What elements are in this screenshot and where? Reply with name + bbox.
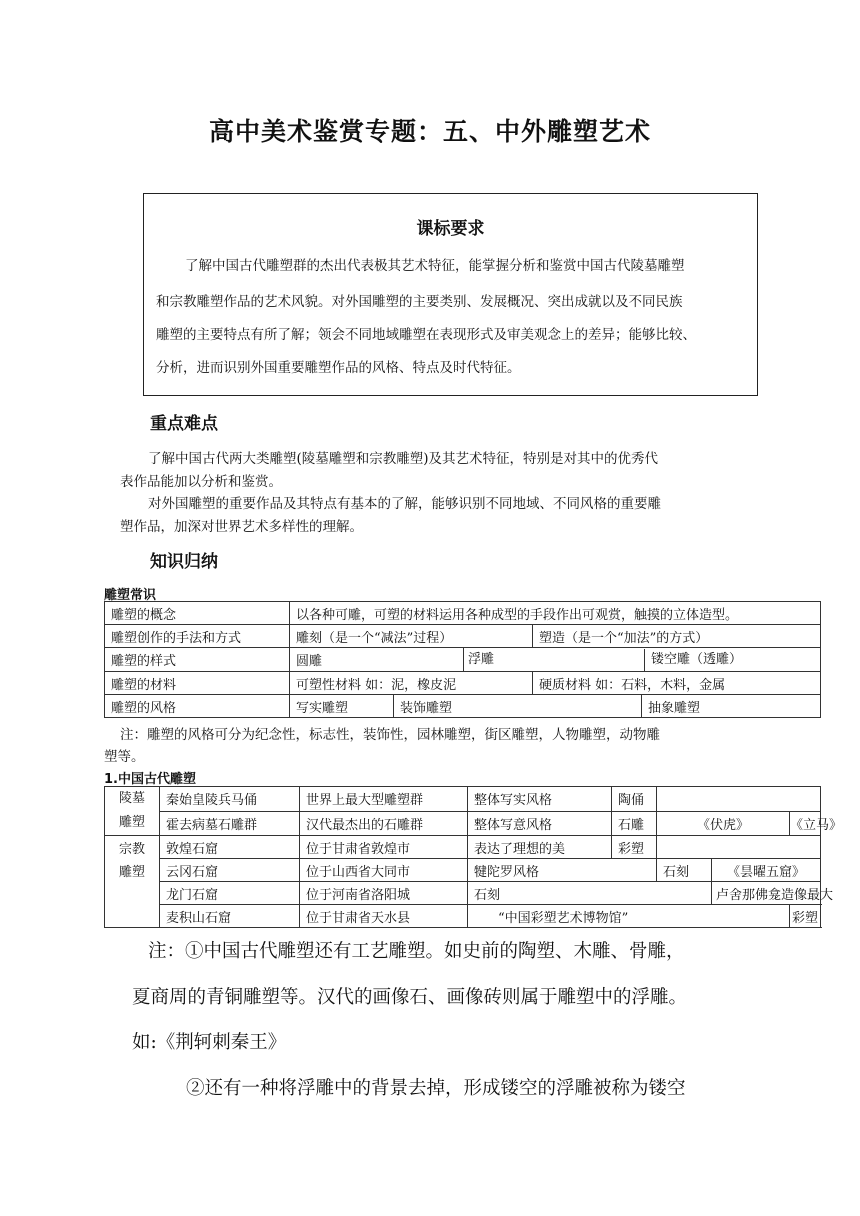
table-row [105, 695, 821, 718]
ancient-table [104, 786, 843, 928]
common-table [104, 601, 821, 718]
table-cell: 雕塑的概念 [105, 602, 290, 625]
curriculum-line: 雕塑的主要特点有所了解；领会不同地域雕塑在表现形式及审美观念上的差异；能够比较、 [156, 327, 696, 343]
table-row [105, 648, 821, 672]
table-cell: 硬质材料 如：石料，木料，金属 [533, 672, 821, 695]
table-cell-text: 犍陀罗风格 [474, 864, 540, 880]
table-cell: 《伏虎》 [657, 811, 790, 836]
knowledge-heading: 知识归纳 [150, 552, 218, 572]
key-line: 对外国雕塑的重要作品及其特点有基本的了解，能够识别不同地域、不同风格的重要雕 [148, 496, 661, 512]
category-text: 雕塑 [118, 815, 145, 830]
category-cell [105, 787, 160, 836]
table-cell: 《立马》 [790, 811, 821, 836]
table-cell-text: 镂空雕（透雕） [644, 649, 742, 671]
table-row [105, 672, 821, 695]
table-cell: 石刻 [657, 859, 712, 882]
table-cell: 麦积山石窟 [160, 905, 300, 928]
table-cell: 世界上最大型雕塑群 [300, 787, 468, 812]
common-note: 注：雕塑的风格可分为纪念性，标志性，装饰性，园林雕塑，街区雕塑，人物雕塑，动物雕 [120, 727, 660, 743]
table-cell: 抽象雕塑 [642, 695, 821, 718]
common-label: 雕塑常识 [104, 588, 157, 603]
table-cell: 位于山西省大同市 [300, 859, 468, 882]
note-line: 注：①中国古代雕塑还有工艺雕塑。如史前的陶塑、木雕、骨雕， [148, 941, 685, 962]
table-cell: “中国彩塑艺术博物馆” [468, 905, 790, 928]
key-heading: 重点难点 [150, 414, 218, 434]
table-cell: 整体写意风格 [468, 811, 612, 836]
table-cell: 雕刻（是一个“减法”过程） [290, 625, 533, 648]
table-cell: 彩塑 [790, 905, 821, 928]
curriculum-line: 和宗教雕塑作品的艺术风貌。对外国雕塑的主要类别、发展概况、突出成就以及不同民族 [156, 294, 683, 310]
category-text: 宗教 [118, 842, 145, 857]
note-line: ②还有一种将浮雕中的背景去掉，形成镂空的浮雕被称为镂空 [186, 1078, 686, 1099]
table-row [105, 859, 821, 882]
table-cell: 《昙曜五窟》 [712, 859, 821, 882]
table-cell: 彩塑 [612, 836, 657, 859]
table-cell: 敦煌石窟 [160, 836, 300, 859]
curriculum-box [143, 193, 758, 396]
table-cell: 汉代最杰出的石雕群 [300, 811, 468, 836]
table-cell: 卢舍那佛龛造像最大 [712, 882, 821, 905]
category-text: 雕塑 [118, 865, 145, 880]
curriculum-heading: 课标要求 [416, 219, 485, 239]
table-row [105, 625, 821, 648]
table-cell: 雕塑创作的手法和方式 [105, 625, 290, 648]
table-cell: 霍去病墓石雕群 [160, 811, 300, 836]
key-line: 塑作品，加深对世界艺术多样性的理解。 [120, 519, 363, 535]
table-cell: 写实雕塑 [290, 695, 394, 718]
category-text: 陵墓 [118, 791, 145, 806]
key-line: 了解中国古代两大类雕塑(陵墓雕塑和宗教雕塑)及其艺术特征，特别是对其中的优秀代 [148, 451, 659, 467]
table-row [105, 811, 821, 836]
table-cell [464, 648, 821, 672]
table-cell: 位于甘肃省敦煌市 [300, 836, 468, 859]
table-row [105, 905, 821, 928]
table-cell: 云冈石窟 [160, 859, 300, 882]
curriculum-line: 了解中国古代雕塑群的杰出代表极其艺术特征，能掌握分析和鉴赏中国古代陵墓雕塑 [185, 258, 685, 274]
table-row [105, 836, 821, 859]
table-cell: 石雕 [612, 811, 657, 836]
table-cell [468, 859, 657, 882]
category-cell [105, 836, 160, 928]
table-cell: 石刻 [468, 882, 712, 905]
table-cell: 位于甘肃省天水县 [300, 905, 468, 928]
table-cell: 雕塑的样式 [105, 648, 290, 672]
table-cell: 表达了理想的美 [468, 836, 612, 859]
table-row [105, 882, 821, 905]
table-cell: 陶俑 [612, 787, 657, 812]
table-cell: 圆雕 [290, 648, 464, 672]
common-note: 塑等。 [104, 749, 145, 765]
ancient-label: 1.中国古代雕塑 [104, 772, 196, 787]
note-line: 如:《荆轲刺秦王》 [132, 1032, 287, 1053]
table-cell: 龙门石窟 [160, 882, 300, 905]
table-cell: 装饰雕塑 [394, 695, 642, 718]
table-cell [657, 787, 821, 812]
table-cell: 位于河南省洛阳城 [300, 882, 468, 905]
table-row [105, 602, 821, 625]
table-cell: 秦始皇陵兵马俑 [160, 787, 300, 812]
page-title: 高中美术鉴赏专题：五、中外雕塑艺术 [208, 117, 651, 146]
table-cell: 可塑性材料 如：泥，橡皮泥 [290, 672, 533, 695]
table-cell: 塑造（是一个“加法”的方式） [533, 625, 821, 648]
table-cell: 整体写实风格 [468, 787, 612, 812]
table-cell [657, 836, 821, 859]
table-row [105, 787, 821, 812]
table-cell: 以各种可雕，可塑的材料运用各种成型的手段作出可观赏，触摸的立体造型。 [290, 602, 821, 625]
key-line: 表作品能加以分析和鉴赏。 [120, 474, 282, 490]
curriculum-line: 分析，进而识别外国重要雕塑作品的风格、特点及时代特征。 [156, 360, 521, 376]
table-cell: 雕塑的风格 [105, 695, 290, 718]
table-cell: 雕塑的材料 [105, 672, 290, 695]
note-line: 夏商周的青铜雕塑等。汉代的画像石、画像砖则属于雕塑中的浮雕。 [132, 987, 688, 1008]
table-cell-text: 浮雕 [468, 652, 495, 667]
